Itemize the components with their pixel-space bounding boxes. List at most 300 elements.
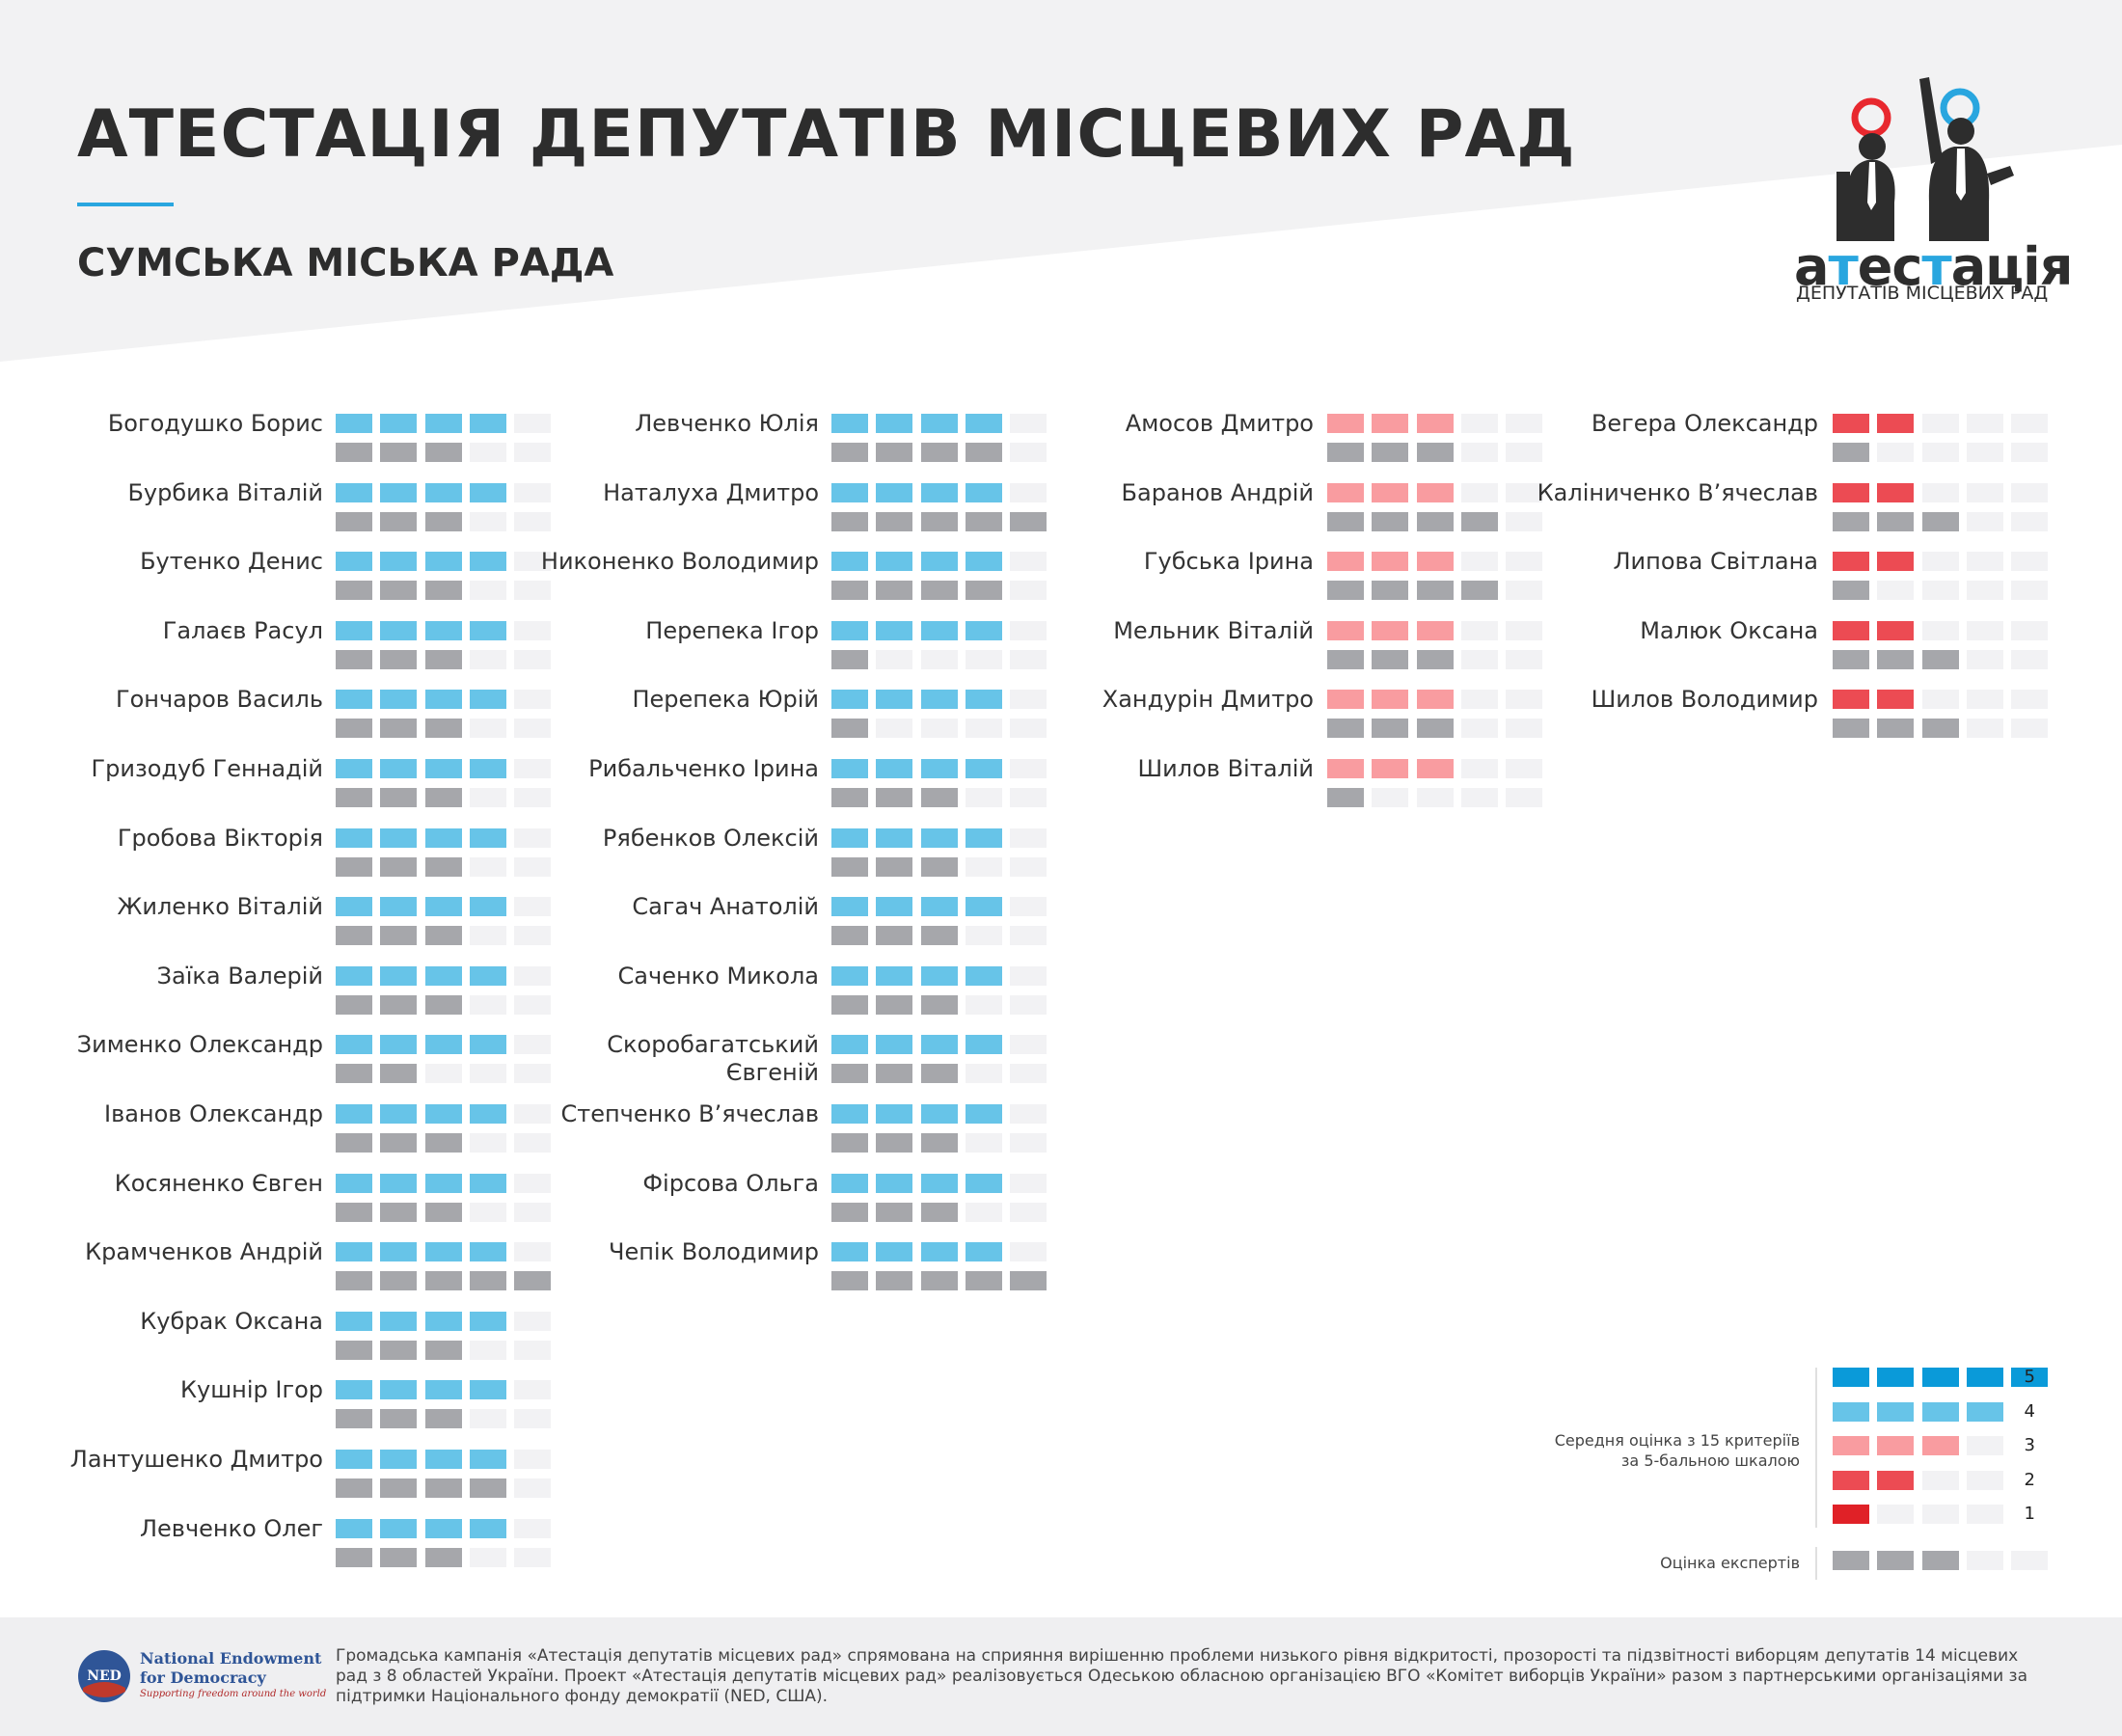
avg-score-cell (380, 1519, 417, 1538)
expert-score-cell (336, 788, 372, 807)
avg-score-cell (1372, 690, 1408, 709)
expert-score-cell (876, 1133, 912, 1153)
expert-score-cell (921, 1064, 958, 1083)
avg-score-cell (1372, 759, 1408, 778)
expert-score-cell (336, 857, 372, 877)
deputy-name: Гризодуб Геннадій (91, 755, 323, 782)
avg-score-cell (1506, 690, 1542, 709)
avg-score-cell (966, 966, 1002, 986)
expert-score-cell (1010, 857, 1047, 877)
avg-score-cell (1010, 690, 1047, 709)
avg-score-cell (1461, 690, 1498, 709)
avg-score-cell (470, 828, 506, 848)
expert-score-cell (921, 1271, 958, 1290)
expert-score-cell (1010, 1271, 1047, 1290)
avg-score-cell (1417, 552, 1454, 571)
expert-score-cell (380, 1548, 417, 1567)
expert-score-cell (2011, 443, 2048, 462)
expert-score-cell (380, 926, 417, 945)
expert-score-cell (1461, 719, 1498, 738)
expert-score-cell (336, 719, 372, 738)
legend-expert-label: Оцінка експертів (1660, 1554, 1800, 1572)
expert-score-cell (470, 581, 506, 600)
avg-score-cell (514, 828, 551, 848)
avg-score-cell (380, 759, 417, 778)
avg-score-cell (1833, 552, 1869, 571)
avg-score-cell (1372, 414, 1408, 433)
avg-score-cell (470, 1104, 506, 1124)
avg-score-cell (514, 414, 551, 433)
expert-score-cell (876, 995, 912, 1015)
avg-score-cell (336, 1242, 372, 1261)
expert-score-cell (921, 788, 958, 807)
expert-score-cell (380, 788, 417, 807)
expert-score-cell (966, 512, 1002, 531)
expert-score-cell (1833, 443, 1869, 462)
expert-score-cell (1967, 443, 2003, 462)
expert-score-cell (470, 1409, 506, 1428)
avg-score-cell (831, 1035, 868, 1054)
ned-logo-icon (77, 1649, 131, 1703)
deputy-name: Саченко Микола (617, 962, 819, 990)
avg-score-cell (425, 1380, 462, 1399)
avg-score-cell (336, 1174, 372, 1193)
expert-score-cell (1010, 926, 1047, 945)
footer-description: Громадська кампанія «Атестація депутатів місцевих рад» спрямована на сприяння вирішенню проблеми низького рівня відкритості, прозорості та підзвітності виборцям депутатів 14 місцевих рад з 8 областей України. Проект «Атестація депутатів місцевих рад» реалізовується Одеською обласною організацією ВГО «Комітет виборців України» разом з партнерськими організаціями за підтримки Національного фонду демократії (NED, США). (336, 1646, 2027, 1706)
expert-score-cell (1922, 650, 1959, 669)
page-title: АТЕСТАЦІЯ ДЕПУТАТІВ МІСЦЕВИХ РАД (77, 96, 1576, 173)
expert-score-cell (425, 1133, 462, 1153)
avg-score-cell (1461, 759, 1498, 778)
avg-score-cell (1506, 621, 1542, 640)
avg-score-cell (514, 1450, 551, 1469)
legend-level-number: 3 (2024, 1435, 2035, 1455)
expert-score-cell (1506, 581, 1542, 600)
expert-score-cell (1010, 719, 1047, 738)
avg-score-cell (336, 828, 372, 848)
expert-score-cell (876, 1064, 912, 1083)
expert-score-cell (1417, 788, 1454, 807)
expert-score-cell (831, 1064, 868, 1083)
avg-score-cell (1327, 483, 1364, 502)
avg-score-cell (966, 552, 1002, 571)
deputy-name: Амосов Дмитро (1125, 410, 1314, 437)
avg-score-cell (380, 1035, 417, 1054)
legend-scale-cell (1967, 1471, 2003, 1490)
avg-score-cell (470, 414, 506, 433)
avg-score-cell (1506, 552, 1542, 571)
legend-scale-cell (1967, 1402, 2003, 1422)
expert-score-cell (470, 926, 506, 945)
legend-expert-cell (1833, 1551, 1869, 1570)
avg-score-cell (876, 1174, 912, 1193)
avg-score-cell (831, 552, 868, 571)
avg-score-cell (514, 690, 551, 709)
avg-score-cell (921, 966, 958, 986)
expert-score-cell (921, 926, 958, 945)
expert-score-cell (876, 788, 912, 807)
expert-score-cell (1922, 719, 1959, 738)
expert-score-cell (380, 995, 417, 1015)
deputy-name: Шилов Віталій (1137, 755, 1314, 782)
legend-scale-cell (1922, 1368, 1959, 1387)
legend-expert-cell (2011, 1551, 2048, 1570)
expert-score-cell (514, 1271, 551, 1290)
avg-score-cell (336, 690, 372, 709)
deputy-name: Наталуха Дмитро (603, 478, 819, 506)
expert-score-cell (514, 926, 551, 945)
expert-score-cell (1417, 512, 1454, 531)
avg-score-cell (1461, 621, 1498, 640)
deputy-name: Вегера Олександр (1591, 410, 1818, 437)
avg-score-cell (470, 759, 506, 778)
expert-score-cell (380, 1341, 417, 1360)
expert-score-cell (425, 857, 462, 877)
avg-score-cell (1010, 483, 1047, 502)
expert-score-cell (470, 1271, 506, 1290)
expert-score-cell (831, 650, 868, 669)
expert-score-cell (425, 1478, 462, 1498)
expert-score-cell (1327, 581, 1364, 600)
avg-score-cell (1010, 1104, 1047, 1124)
avg-score-cell (876, 552, 912, 571)
avg-score-cell (921, 828, 958, 848)
expert-score-cell (966, 443, 1002, 462)
avg-score-cell (831, 1242, 868, 1261)
expert-score-cell (336, 1203, 372, 1222)
ned-name: National Endowment for Democracy (140, 1649, 322, 1687)
deputy-name: Бурбика Віталій (127, 478, 323, 506)
avg-score-cell (1967, 414, 2003, 433)
expert-score-cell (876, 857, 912, 877)
expert-score-cell (1877, 512, 1914, 531)
expert-score-cell (831, 581, 868, 600)
expert-score-cell (966, 1271, 1002, 1290)
expert-score-cell (921, 581, 958, 600)
avg-score-cell (921, 1242, 958, 1261)
avg-score-cell (514, 1380, 551, 1399)
avg-score-cell (1922, 690, 1959, 709)
expert-score-cell (831, 788, 868, 807)
expert-score-cell (470, 788, 506, 807)
avg-score-cell (921, 897, 958, 916)
legend-expert-cell (1877, 1551, 1914, 1570)
deputy-name: Шилов Володимир (1591, 686, 1818, 714)
expert-score-cell (425, 581, 462, 600)
expert-score-cell (380, 512, 417, 531)
expert-score-cell (514, 581, 551, 600)
avg-score-cell (831, 690, 868, 709)
avg-score-cell (1877, 552, 1914, 571)
expert-score-cell (921, 650, 958, 669)
deputy-name: Заїка Валерій (156, 962, 323, 990)
expert-score-cell (831, 1133, 868, 1153)
deputy-name: Лантушенко Дмитро (69, 1446, 323, 1473)
avg-score-cell (966, 759, 1002, 778)
deputy-name: Каліниченко В’ячеслав (1537, 478, 1818, 506)
avg-score-cell (1372, 483, 1408, 502)
expert-score-cell (1010, 788, 1047, 807)
expert-score-cell (336, 1478, 372, 1498)
avg-score-cell (470, 483, 506, 502)
avg-score-cell (831, 414, 868, 433)
deputy-name: Кубрак Оксана (140, 1307, 323, 1335)
ned-mark-text: NED (87, 1668, 122, 1684)
expert-score-cell (921, 443, 958, 462)
expert-score-cell (921, 719, 958, 738)
expert-score-cell (1372, 512, 1408, 531)
avg-score-cell (1010, 828, 1047, 848)
deputy-name: Баранов Андрій (1121, 478, 1314, 506)
expert-score-cell (831, 857, 868, 877)
deputy-name: Богодушко Борис (107, 410, 323, 437)
avg-score-cell (1833, 621, 1869, 640)
avg-score-cell (966, 690, 1002, 709)
avg-score-cell (831, 759, 868, 778)
expert-score-cell (1327, 443, 1364, 462)
avg-score-cell (966, 1242, 1002, 1261)
expert-score-cell (514, 443, 551, 462)
expert-score-cell (470, 719, 506, 738)
ned-tagline: Supporting freedom around the world (140, 1689, 327, 1699)
avg-score-cell (921, 1104, 958, 1124)
avg-score-cell (425, 690, 462, 709)
avg-score-cell (831, 483, 868, 502)
expert-score-cell (1327, 512, 1364, 531)
expert-score-cell (514, 995, 551, 1015)
expert-score-cell (380, 1409, 417, 1428)
avg-score-cell (876, 966, 912, 986)
legend-scale-cell (1877, 1505, 1914, 1524)
avg-score-cell (1877, 690, 1914, 709)
expert-score-cell (380, 1478, 417, 1498)
expert-score-cell (831, 1203, 868, 1222)
expert-score-cell (1417, 443, 1454, 462)
avg-score-cell (470, 1519, 506, 1538)
avg-score-cell (425, 552, 462, 571)
expert-score-cell (921, 512, 958, 531)
deputy-name: Чепік Володимир (608, 1238, 819, 1266)
avg-score-cell (380, 828, 417, 848)
expert-score-cell (921, 1203, 958, 1222)
expert-score-cell (470, 1064, 506, 1083)
expert-score-cell (876, 926, 912, 945)
expert-score-cell (336, 512, 372, 531)
legend-avg-label: Середня оцінка з 15 критеріїв за 5-бальною шкалою (1554, 1431, 1800, 1470)
legend-scale-cell (1922, 1505, 1959, 1524)
expert-score-cell (876, 719, 912, 738)
expert-score-cell (921, 1133, 958, 1153)
expert-score-cell (1461, 650, 1498, 669)
avg-score-cell (470, 1380, 506, 1399)
avg-score-cell (380, 621, 417, 640)
avg-score-cell (876, 1104, 912, 1124)
expert-score-cell (1833, 512, 1869, 531)
expert-score-cell (336, 581, 372, 600)
expert-score-cell (1833, 650, 1869, 669)
avg-score-cell (514, 1312, 551, 1331)
expert-score-cell (1010, 581, 1047, 600)
avg-score-cell (1010, 1174, 1047, 1193)
avg-score-cell (876, 414, 912, 433)
legend-level-number: 1 (2024, 1504, 2035, 1524)
expert-score-cell (966, 926, 1002, 945)
expert-score-cell (336, 1271, 372, 1290)
expert-score-cell (425, 995, 462, 1015)
legend-level-number: 2 (2024, 1469, 2035, 1490)
expert-score-cell (514, 1478, 551, 1498)
avg-score-cell (470, 966, 506, 986)
avg-score-cell (514, 759, 551, 778)
expert-score-cell (1922, 443, 1959, 462)
legend-expert-cell (1922, 1551, 1959, 1570)
legend-level-number: 4 (2024, 1400, 2035, 1422)
expert-score-cell (1372, 650, 1408, 669)
expert-score-cell (831, 926, 868, 945)
legend-scale-cell (1922, 1471, 1959, 1490)
avg-score-cell (380, 414, 417, 433)
avg-score-cell (425, 414, 462, 433)
avg-score-cell (1010, 552, 1047, 571)
avg-score-cell (831, 828, 868, 848)
legend-scale-cell (1833, 1471, 1869, 1490)
avg-score-cell (1327, 414, 1364, 433)
logo-wordmark: атестація (1794, 236, 2073, 297)
deputy-name: Бутенко Денис (140, 548, 323, 576)
avg-score-cell (831, 1104, 868, 1124)
deputy-name: Фірсова Ольга (642, 1169, 819, 1197)
avg-score-cell (514, 897, 551, 916)
legend-scale-cell (1877, 1436, 1914, 1455)
expert-score-cell (380, 1271, 417, 1290)
deputy-name: Рибальченко Ірина (588, 755, 819, 782)
expert-score-cell (514, 1133, 551, 1153)
deputy-name: Губська Ірина (1143, 548, 1314, 576)
avg-score-cell (470, 897, 506, 916)
legend-scale-cell (1922, 1436, 1959, 1455)
legend-scale-cell (1833, 1368, 1869, 1387)
avg-score-cell (1967, 690, 2003, 709)
expert-score-cell (514, 1409, 551, 1428)
avg-score-cell (336, 897, 372, 916)
avg-score-cell (336, 759, 372, 778)
avg-score-cell (336, 1450, 372, 1469)
legend-level-number: 5 (2024, 1367, 2035, 1387)
avg-score-cell (514, 621, 551, 640)
deputy-name: Гончаров Василь (115, 686, 323, 714)
avg-score-cell (336, 621, 372, 640)
avg-score-cell (380, 1104, 417, 1124)
avg-score-cell (2011, 483, 2048, 502)
avg-score-cell (470, 1242, 506, 1261)
deputy-name: Малюк Оксана (1640, 616, 1818, 644)
expert-score-cell (831, 1271, 868, 1290)
logo-subtitle: ДЕПУТАТІВ МІСЦЕВИХ РАД (1796, 283, 2049, 304)
avg-score-cell (831, 897, 868, 916)
avg-score-cell (1461, 483, 1498, 502)
avg-score-cell (1922, 414, 1959, 433)
expert-score-cell (336, 443, 372, 462)
avg-score-cell (1833, 690, 1869, 709)
expert-score-cell (425, 512, 462, 531)
avg-score-cell (966, 621, 1002, 640)
expert-score-cell (966, 995, 1002, 1015)
expert-score-cell (380, 581, 417, 600)
avg-score-cell (921, 1035, 958, 1054)
expert-score-cell (470, 857, 506, 877)
avg-score-cell (1010, 759, 1047, 778)
avg-score-cell (1327, 690, 1364, 709)
avg-score-cell (876, 828, 912, 848)
avg-score-cell (1417, 621, 1454, 640)
legend-scale-cell (1877, 1471, 1914, 1490)
avg-score-cell (470, 1450, 506, 1469)
avg-score-cell (1967, 483, 2003, 502)
avg-score-cell (876, 759, 912, 778)
expert-score-cell (1461, 512, 1498, 531)
avg-score-cell (966, 483, 1002, 502)
avg-score-cell (921, 621, 958, 640)
avg-score-cell (921, 690, 958, 709)
avg-score-cell (1417, 414, 1454, 433)
expert-score-cell (1506, 443, 1542, 462)
avg-score-cell (1877, 414, 1914, 433)
avg-score-cell (1010, 1035, 1047, 1054)
deputy-name: Левченко Олег (139, 1514, 323, 1542)
deputy-name: Перепека Ігор (645, 616, 819, 644)
expert-score-cell (1922, 512, 1959, 531)
expert-score-cell (425, 1341, 462, 1360)
deputy-name: Зименко Олександр (76, 1031, 323, 1059)
expert-score-cell (1877, 719, 1914, 738)
avg-score-cell (876, 621, 912, 640)
avg-score-cell (1877, 621, 1914, 640)
avg-score-cell (2011, 552, 2048, 571)
expert-score-cell (380, 719, 417, 738)
deputy-name: Крамченков Андрій (85, 1238, 323, 1266)
legend-scale-cell (1922, 1402, 1959, 1422)
expert-score-cell (1372, 719, 1408, 738)
expert-score-cell (514, 650, 551, 669)
expert-score-cell (1417, 719, 1454, 738)
avg-score-cell (470, 1312, 506, 1331)
expert-score-cell (1967, 581, 2003, 600)
expert-score-cell (1877, 650, 1914, 669)
avg-score-cell (470, 1035, 506, 1054)
expert-score-cell (336, 1133, 372, 1153)
expert-score-cell (380, 1203, 417, 1222)
expert-score-cell (425, 443, 462, 462)
avg-score-cell (380, 897, 417, 916)
expert-score-cell (514, 719, 551, 738)
expert-score-cell (2011, 512, 2048, 531)
legend-scale-cell (1833, 1436, 1869, 1455)
legend-scale-cell (1833, 1505, 1869, 1524)
avg-score-cell (966, 414, 1002, 433)
expert-score-cell (425, 1064, 462, 1083)
legend-scale-cell (1967, 1505, 2003, 1524)
expert-score-cell (1010, 512, 1047, 531)
expert-score-cell (470, 1548, 506, 1567)
avg-score-cell (514, 1242, 551, 1261)
expert-score-cell (1922, 581, 1959, 600)
expert-score-cell (470, 1203, 506, 1222)
deputy-name: Косяненко Євген (114, 1169, 323, 1197)
expert-score-cell (1327, 719, 1364, 738)
legend-divider-expert (1815, 1547, 1817, 1580)
expert-score-cell (2011, 581, 2048, 600)
expert-score-cell (1372, 443, 1408, 462)
